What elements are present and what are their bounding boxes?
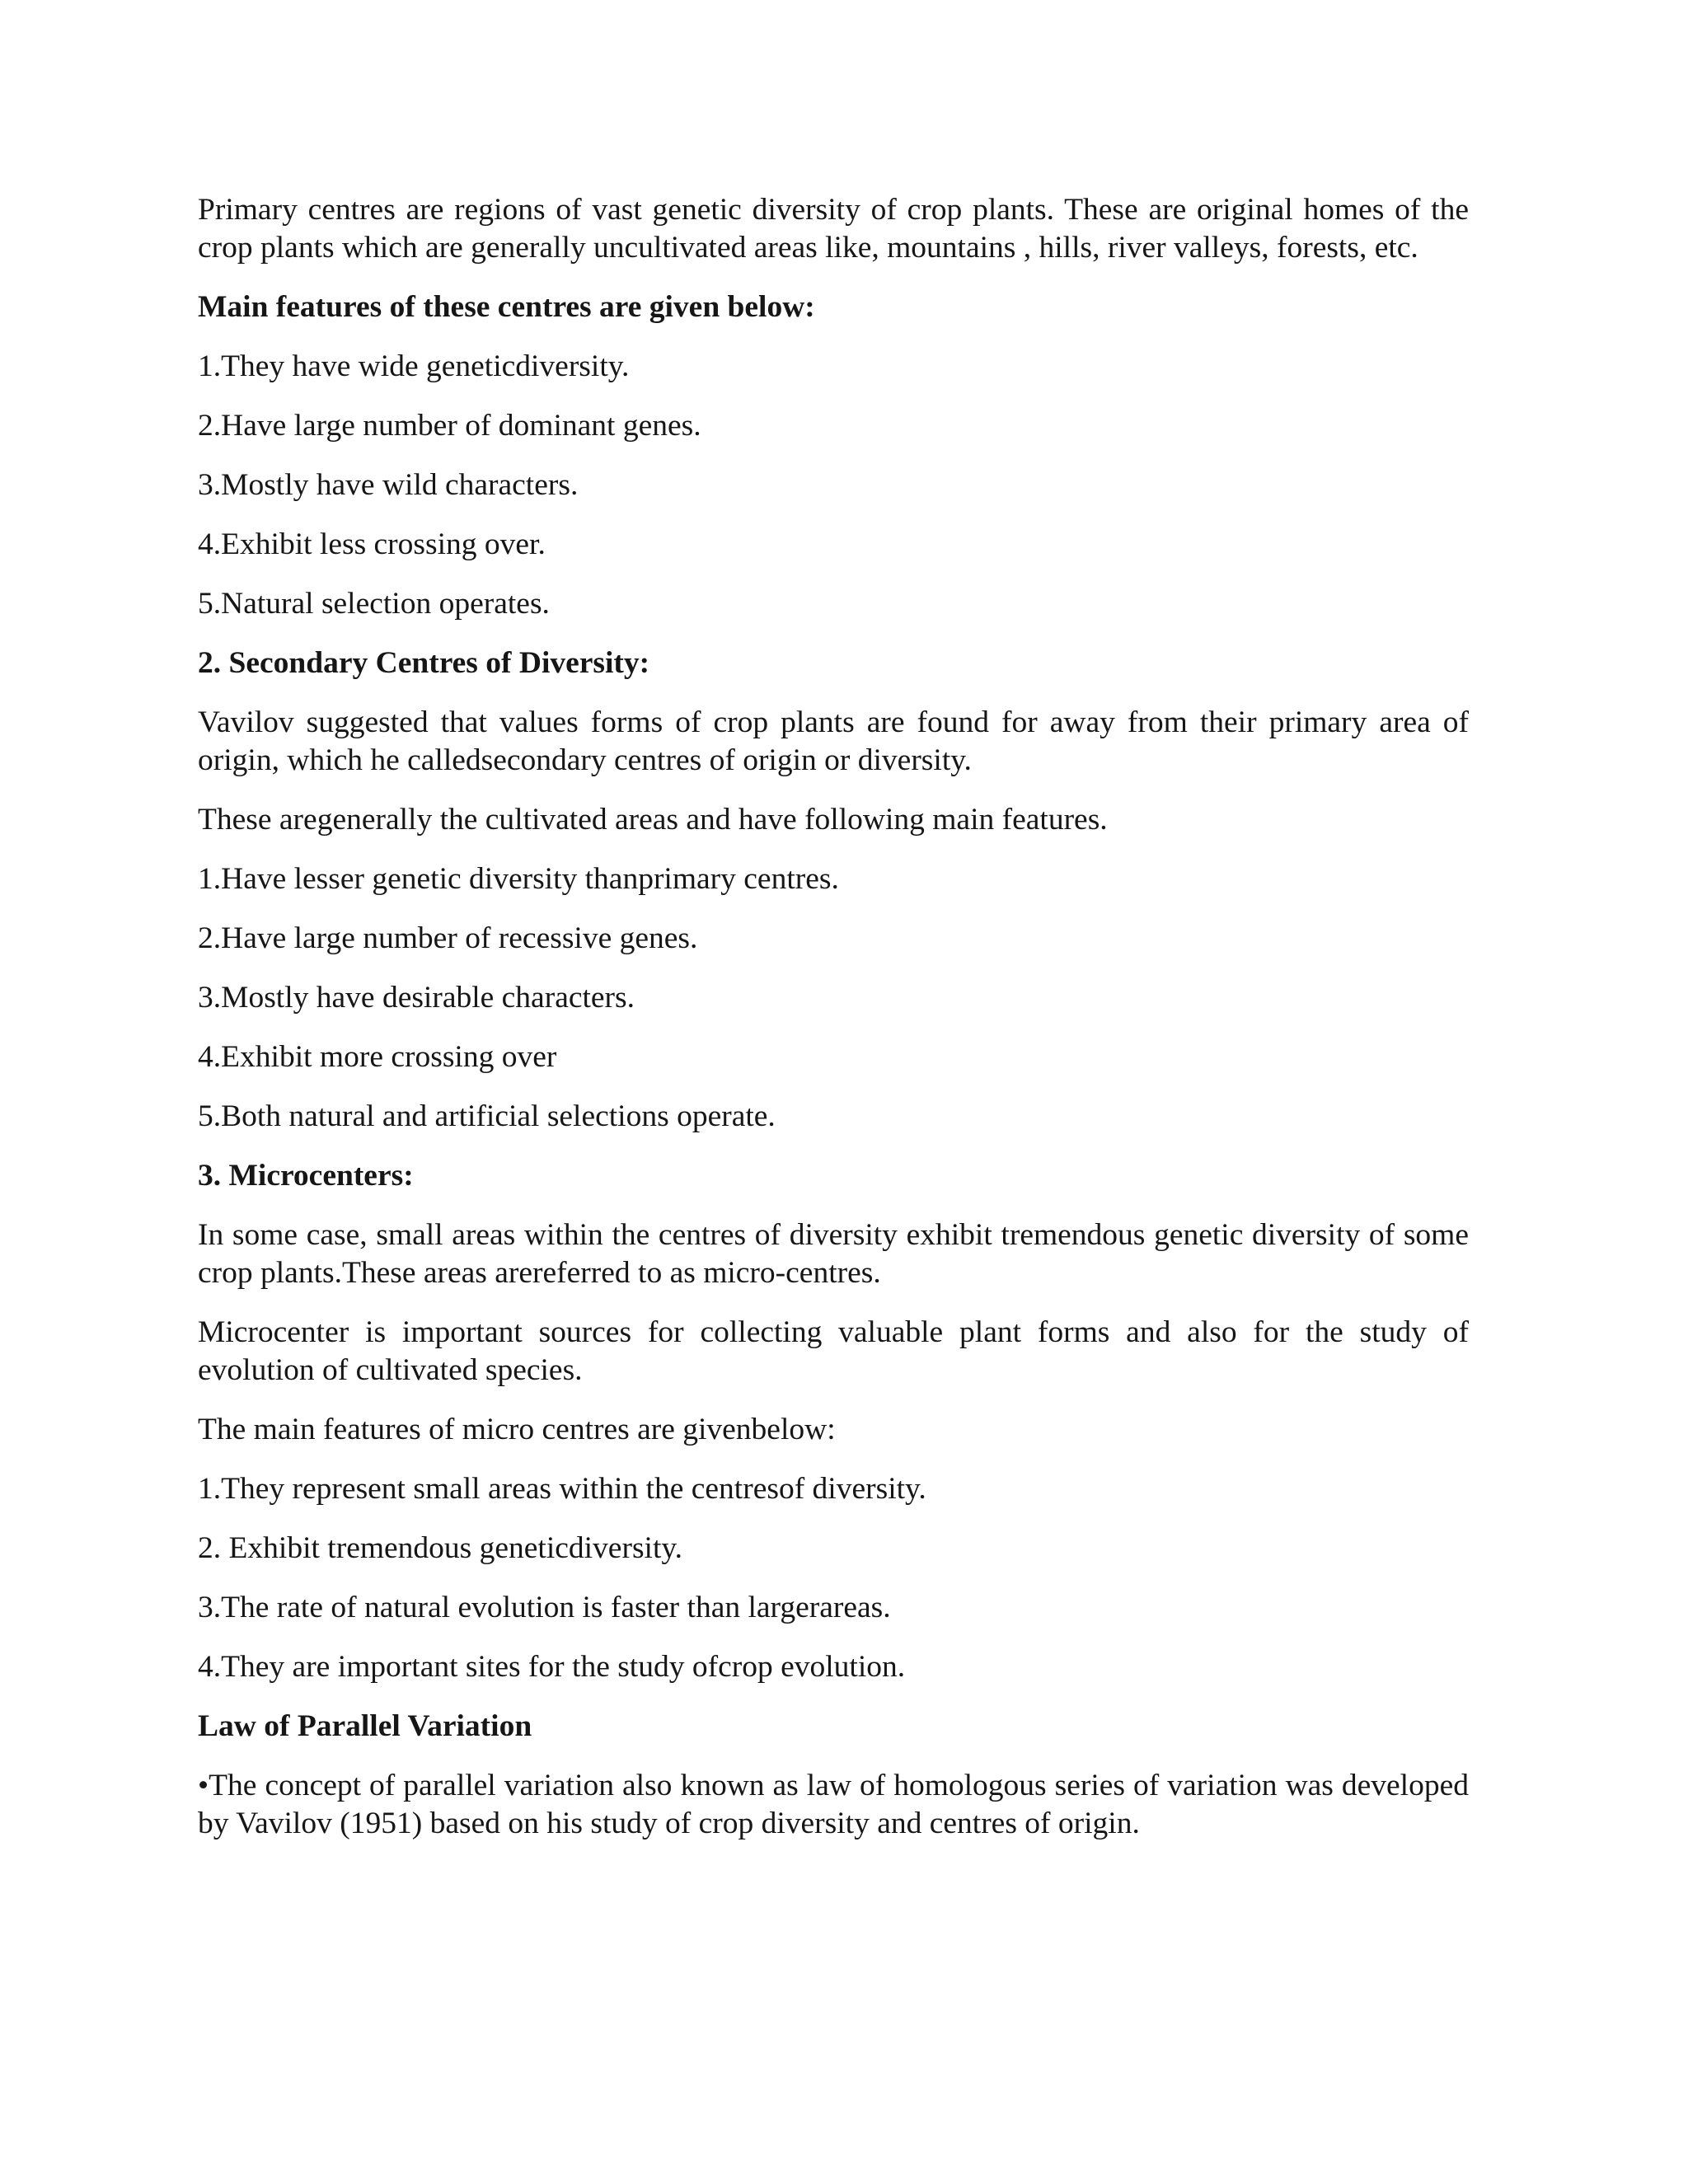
secondary-paragraph: Vavilov suggested that values forms of crop plants are found for away from their primary area of origin, which he calledsecondary centres of origin or diversity. bbox=[198, 705, 1469, 777]
list-item: 1.They represent small areas within the centresof diversity. bbox=[198, 1472, 926, 1506]
secondary-features-intro: These aregenerally the cultivated areas and have following main features. bbox=[198, 803, 1108, 837]
list-item: 3.Mostly have desirable characters. bbox=[198, 981, 635, 1015]
secondary-centres-heading: 2. Secondary Centres of Diversity: bbox=[198, 646, 650, 680]
law-paragraph: •The concept of parallel variation also known as law of homologous series of variation was developed by Vavilov (1951) based on his study of crop diversity and centres of origin. bbox=[198, 1769, 1469, 1840]
list-item: 2. Exhibit tremendous geneticdiversity. bbox=[198, 1531, 683, 1565]
primary-features-heading: Main features of these centres are given below: bbox=[198, 290, 815, 324]
list-item: 2.Have large number of recessive genes. bbox=[198, 921, 698, 955]
list-item: 3.Mostly have wild characters. bbox=[198, 468, 579, 502]
list-item: 4.Exhibit less crossing over. bbox=[198, 527, 546, 561]
law-heading: Law of Parallel Variation bbox=[198, 1709, 532, 1743]
intro-paragraph: Primary centres are regions of vast genetic diversity of crop plants. These are original homes of the crop plants which are generally uncultivated areas like, mountains , hills, river valleys, forests, etc. bbox=[198, 193, 1469, 265]
microcenters-heading: 3. Microcenters: bbox=[198, 1159, 414, 1193]
list-item: 2.Have large number of dominant genes. bbox=[198, 409, 701, 443]
list-item: 3.The rate of natural evolution is faster than largerareas. bbox=[198, 1591, 891, 1624]
list-item: 5.Both natural and artificial selections operate. bbox=[198, 1099, 776, 1133]
document-page bbox=[198, 191, 1469, 1864]
microcenters-paragraph: In some case, small areas within the centres of diversity exhibit tremendous genetic diversity of some crop plants.These areas arereferred to as micro-centres. bbox=[198, 1218, 1469, 1290]
list-item: 1.They have wide geneticdiversity. bbox=[198, 349, 630, 383]
list-item: 4.Exhibit more crossing over bbox=[198, 1040, 557, 1074]
micro-features-intro: The main features of micro centres are givenbelow: bbox=[198, 1413, 836, 1446]
list-item: 5.Natural selection operates. bbox=[198, 587, 550, 621]
list-item: 4.They are important sites for the study ofcrop evolution. bbox=[198, 1650, 906, 1684]
microcenters-paragraph: Microcenter is important sources for collecting valuable plant forms and also for the study of evolution of cultivated species. bbox=[198, 1315, 1469, 1387]
list-item: 1.Have lesser genetic diversity thanprimary centres. bbox=[198, 862, 839, 896]
